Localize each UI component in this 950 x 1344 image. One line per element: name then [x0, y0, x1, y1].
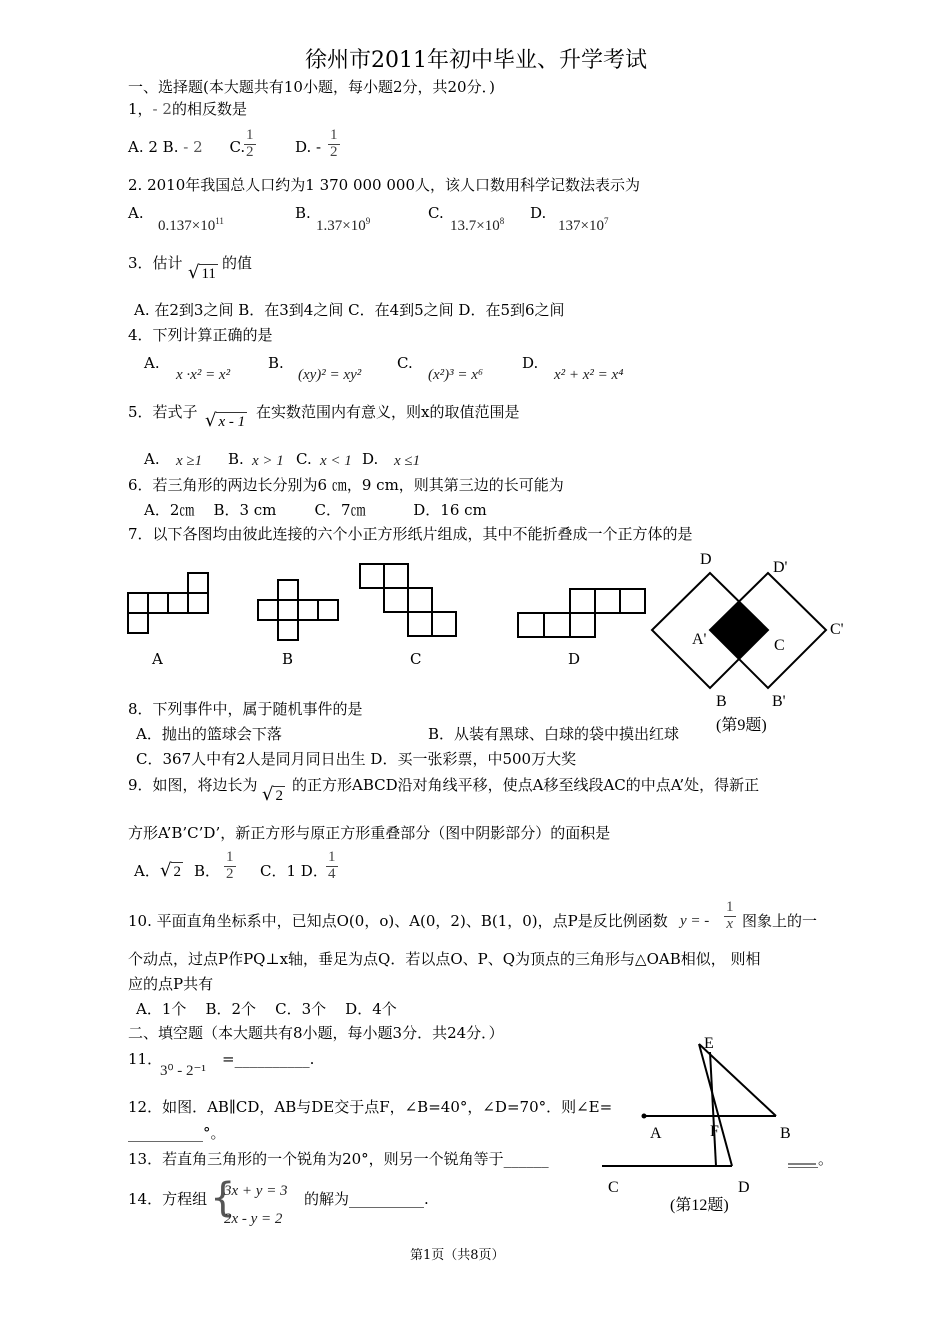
q12-point-d: D [738, 1179, 750, 1196]
q9-option-b-fraction: $\frac{1}{2}$ [226, 849, 234, 882]
q3-sqrt: √ 11 [188, 262, 216, 283]
q9-sqrt: √ 2 [262, 784, 283, 805]
q9-option-d-fraction: $\frac{1}{4}$ [328, 849, 336, 882]
q12-point-c: C [608, 1179, 619, 1196]
q9-point-c-prime: C' [830, 621, 844, 638]
q2-value-d: $137\times 10^7$ [558, 216, 609, 234]
q9-option-a: A． [134, 862, 160, 880]
q7-label-b: B [282, 650, 294, 668]
q14-num: 14．方程组 [128, 1190, 208, 1208]
q14-eq1: 3x + y = 3 [224, 1183, 288, 1199]
section2-heading: 二、填空题（本大题共有8小题，每小题3分．共24分．） [128, 1024, 504, 1042]
q12-point-b: B [780, 1125, 791, 1142]
q2-stem: 2. 2010年我国总人口约为1 370 000 000人，该人口数用科学记数法表示为 [128, 176, 640, 194]
q5-expr-b: x > 1 [252, 453, 284, 469]
q4-expr-d: x² + x² = x⁴ [554, 367, 624, 383]
q13-tail: ____。 [788, 1150, 834, 1168]
q4-expr-a: x ·x² = x² [176, 367, 231, 383]
q13-text: 13．若直角三角形的一个锐角为20°，则另一个锐角等于______ [128, 1150, 549, 1168]
q2-label-c: C. [428, 204, 444, 222]
q5-sqrt: √ x - 1 [205, 410, 246, 431]
q8-option-b: B．从装有黑球、白球的袋中摸出红球 [428, 725, 680, 743]
q10-line1-pre: 10. 平面直角坐标系中，已知点O(0，o)、A(0，2)、B(1，0)，点P是反比例函数 [128, 912, 668, 930]
q7-label-d: D [568, 650, 581, 668]
q3-stem-post: 的值 [222, 254, 253, 272]
q2-label-b: B. [295, 204, 311, 222]
q9-stem-post: 的正方形ABCD沿对角线平移，使点A移至线段AC的中点A’处，得新正 [292, 776, 760, 794]
page-title: 徐州市2011年初中毕业、升学考试 [305, 48, 647, 73]
q10-line2: 个动点，过点P作PQ⊥x轴，垂足为点Q．若以点O、P、Q为顶点的三角形与△OAB相似， 则相 [128, 950, 761, 968]
q10-func-fraction: $\frac{1}{x}$ [726, 899, 734, 932]
q10-line1-post: 图象上的一 [742, 912, 818, 930]
q10-line3: 应的点P共有 [128, 975, 214, 993]
q2-label-d: D. [530, 204, 547, 222]
q12-point-a: A [650, 1125, 662, 1142]
q1-expr: - 2 [152, 100, 172, 118]
q2-value-c: $13.7\times 10^8$ [450, 216, 505, 234]
q9-options-cd: C．1 D． [260, 862, 328, 880]
q5-expr-a: x ≥1 [176, 453, 203, 469]
q2-value-b: $1.37\times 10^9$ [316, 216, 371, 234]
q5-expr-d: x ≤1 [394, 453, 421, 469]
q4-expr-c: (x²)³ = x⁶ [428, 367, 484, 383]
q10-func-lhs: y = - [680, 913, 710, 929]
q5-label-c: C. [296, 450, 312, 468]
q9-point-d-prime: D' [773, 559, 788, 576]
q14-eq2: 2x - y = 2 [224, 1211, 283, 1227]
q1-num: 1， [128, 100, 153, 118]
q1-text: 的相反数是 [171, 100, 247, 118]
q12-line1: 12．如图．AB∥CD，AB与DE交于点F，∠B=40°，∠D=70°．则∠E= [128, 1098, 613, 1116]
q7-label-c: C [410, 650, 422, 668]
q2-value-a: $0.137\times 10^{11}$ [158, 216, 224, 234]
q5-label-a: A. [144, 450, 160, 468]
q9-point-d: D [700, 551, 712, 568]
q14-brace: { [210, 1175, 236, 1221]
q5-stem-post: 在实数范围内有意义，则x的取值范围是 [256, 403, 520, 421]
q12-point-f: F [710, 1123, 719, 1140]
q3-options: A. 在2到3之间 B．在3到4之间 C．在4到5之间 D．在5到6之间 [134, 301, 565, 319]
q4-label-b: B. [268, 354, 284, 372]
q4-label-d: D. [522, 354, 539, 372]
q5-stem-pre: 5．若式子 [128, 403, 198, 421]
q3-stem-pre: 3．估计 [128, 254, 183, 272]
q9-stem-line2: 方形A’B’C’D’，新正方形与原正方形重叠部分（图中阴影部分）的面积是 [128, 824, 611, 842]
q4-stem: 4．下列计算正确的是 [128, 326, 273, 344]
q6-stem: 6．若三角形的两边长分别为6 ㎝，9 cm，则其第三边的长可能为 [128, 476, 564, 494]
q8-options-cd: C．367人中有2人是同月同日出生 D．买一张彩票，中500万大奖 [136, 750, 577, 768]
q12-point-e: E [704, 1035, 714, 1052]
q8-stem: 8．下列事件中，属于随机事件的是 [128, 700, 363, 718]
q7-stem: 7．以下各图均由彼此连接的六个小正方形纸片组成，其中不能折叠成一个正方体的是 [128, 525, 693, 543]
q14-post: 的解为__________. [304, 1190, 429, 1208]
q12-line2: __________°。 [128, 1124, 226, 1142]
q1-opt-d-fraction: $\frac{1}{2}$ [330, 127, 338, 160]
q12-fig-caption: (第12题) [670, 1197, 729, 1214]
q4-label-c: C. [397, 354, 413, 372]
q5-label-b: B. [228, 450, 244, 468]
q9-option-b: B． [194, 862, 221, 880]
q1-opt-c: C. [229, 138, 246, 156]
q5-expr-c: x < 1 [320, 453, 352, 469]
q9-stem-pre: 9．如图，将边长为 [128, 776, 258, 794]
q11-expr: 3⁰ - 2⁻¹ [160, 1063, 206, 1079]
q6-options: A．2㎝ B．3 cm C．7㎝ D．16 cm [144, 501, 487, 519]
q7-label-a: A [152, 650, 163, 668]
q9-point-b: B [716, 693, 727, 710]
q11-blank: =__________. [222, 1050, 315, 1068]
q1-opt-b-value: - 2 [183, 138, 203, 156]
q10-options: A．1个 B．2个 C．3个 D．4个 [136, 1000, 397, 1018]
q9-point-a-prime: A' [692, 631, 707, 648]
q1-opt-ab: A. 2 B. [128, 138, 179, 156]
q9-fig-caption: (第9题) [716, 717, 767, 734]
q5-label-d: D. [362, 450, 379, 468]
q1-opt-c-fraction: $\frac{1}{2}$ [246, 127, 254, 160]
q11-num: 11． [128, 1050, 163, 1068]
q9-point-c: C [774, 637, 785, 654]
page-footer: 第1页（共8页） [410, 1248, 505, 1263]
q4-label-a: A. [144, 354, 160, 372]
q1-opt-d: D. - [295, 138, 322, 156]
section1-heading: 一、选择题(本大题共有10小题，每小题2分，共20分．) [128, 78, 495, 96]
q2-label-a: A. [128, 204, 144, 222]
q8-option-a: A．抛出的篮球会下落 [136, 725, 282, 743]
q4-expr-b: (xy)² = xy² [298, 367, 362, 383]
q9-option-a-sqrt: √ 2 [160, 860, 181, 881]
q9-point-b-prime: B' [772, 693, 786, 710]
